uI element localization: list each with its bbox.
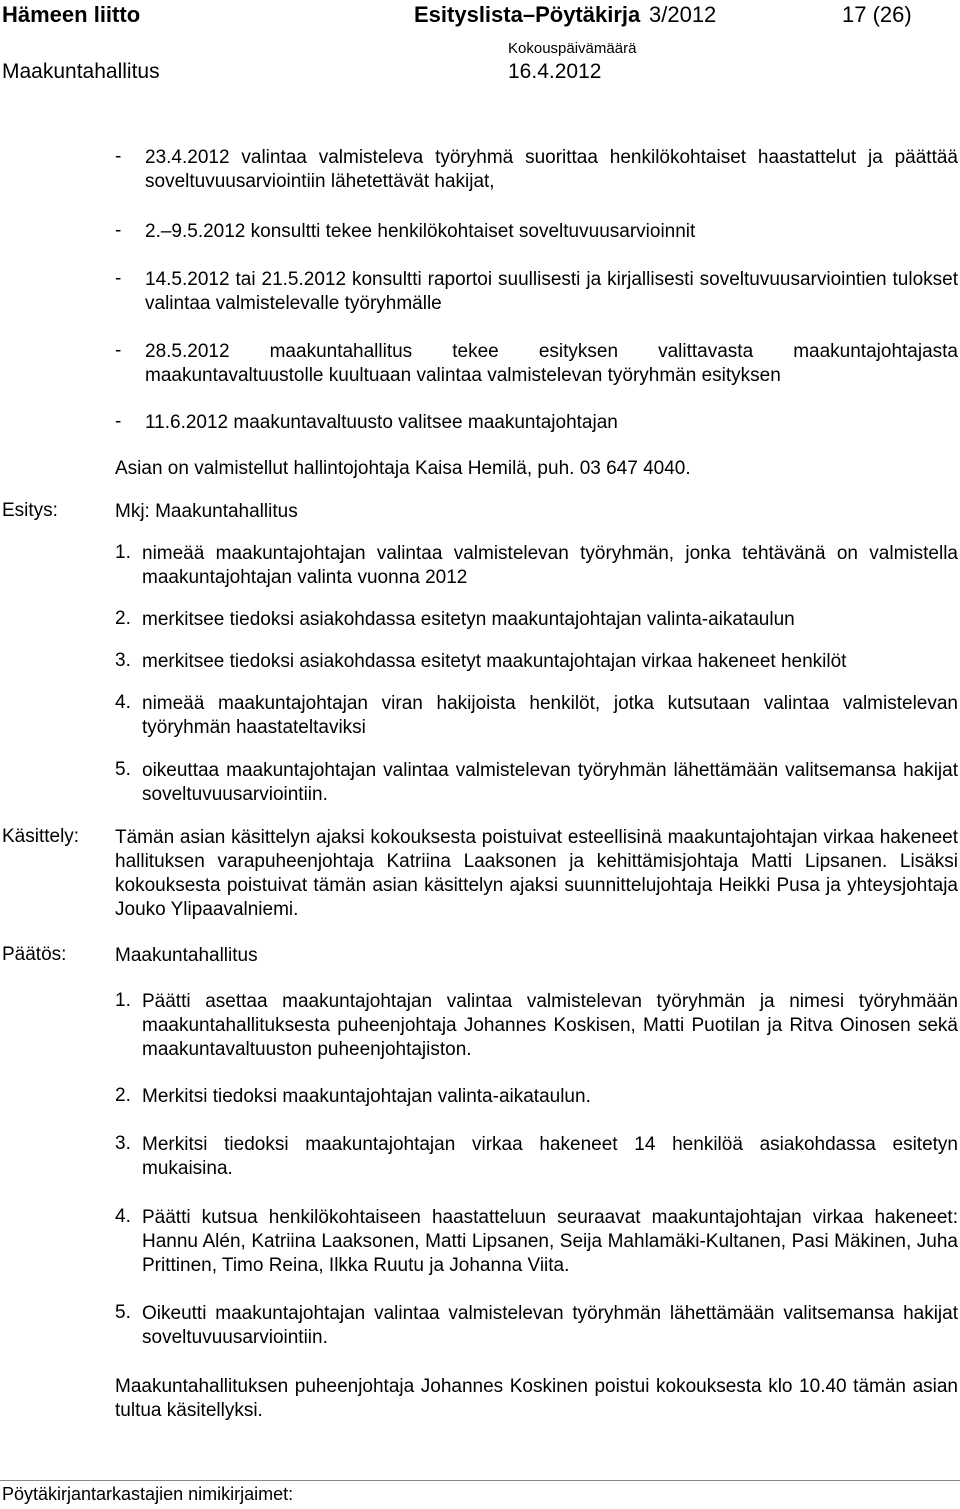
schedule-text: 14.5.2012 tai 21.5.2012 konsultti raportoi suullisesti ja kirjallisesti soveltuvuusarviointien tulokset valintaa valmistelevalle työryhmälle — [145, 269, 958, 314]
dash-marker: - — [115, 268, 122, 289]
governing-body: Maakuntahallitus — [2, 60, 160, 83]
item-number: 2. — [115, 608, 131, 629]
meeting-date: 16.4.2012 — [508, 60, 602, 83]
item-number: 5. — [115, 759, 131, 780]
item-text: nimeää maakuntajohtajan valintaa valmistelevan työryhmän, jonka tehtävänä on valmistella maakuntajohtajan valinta vuonna 2012 — [142, 543, 958, 588]
item-number: 3. — [115, 650, 131, 671]
schedule-text: 28.5.2012 maakuntahallitus tekee esityksen valittavasta maakuntajohtajasta maakuntavaltuustolle kuultuaan valintaa valmistelevan työryhmän esityksen — [145, 341, 958, 386]
schedule-text: 23.4.2012 valintaa valmisteleva työryhmä suorittaa henkilökohtaiset haastattelut ja päättää soveltuvuusarviointiin lähetettävät hakijat, — [145, 147, 958, 192]
item-number: 5. — [115, 1302, 131, 1323]
item-number: 4. — [115, 1206, 131, 1227]
item-number: 4. — [115, 692, 131, 713]
item-number: 1. — [115, 542, 131, 563]
item-text: Päätti asettaa maakuntajohtajan valintaa valmistelevan työryhmän ja nimesi työryhmään maakuntahallituksesta puheenjohtaja Johannes Koskisen, Matti Puotilan ja Ritva Oinosen sekä maakuntavaltuuston puheenjohtajiston. — [142, 991, 958, 1060]
item-text: Päätti kutsua henkilökohtaiseen haastatteluun seuraavat maakuntajohtajan virkaa hakeneet: Hannu Alén, Katriina Laaksonen, Matti Lipsanen, Seija Mahlamäki-Kultanen, Pasi Mäkinen, Juha Prittinen, Timo Reina, Ilkka Ruutu ja Johanna Viita. — [142, 1207, 958, 1276]
meeting-date-label: Kokouspäivämäärä — [508, 40, 637, 57]
item-text: merkitsee tiedoksi asiakohdassa esitetyn maakuntajohtajan valinta-aikataulun — [142, 609, 795, 630]
dash-marker: - — [115, 220, 122, 241]
item-number: 2. — [115, 1085, 131, 1106]
decision-body: Maakuntahallitus — [115, 945, 258, 966]
document-title: Esityslista–Pöytäkirja — [414, 2, 641, 27]
closing-note: Maakuntahallituksen puheenjohtaja Johannes Koskinen poistui kokouksesta klo 10.40 tämän asian tultua käsitellyksi. — [115, 1376, 958, 1421]
dash-marker: - — [115, 146, 122, 167]
item-text: oikeuttaa maakuntajohtajan valintaa valmistelevan työryhmän lähettämään valitsemansa hakijat soveltuvuusarviointiin. — [142, 760, 958, 805]
item-text: Merkitsi tiedoksi maakuntajohtajan valinta-aikataulun. — [142, 1086, 591, 1107]
handling-label: Käsittely: — [2, 826, 80, 847]
item-text: Oikeutti maakuntajohtajan valintaa valmistelevan työryhmän lähettämään valitsemansa hakijat soveltuvuusarviointiin. — [142, 1303, 958, 1348]
item-number: 1. — [115, 990, 131, 1011]
item-text: merkitsee tiedoksi asiakohdassa esitetyt maakuntajohtajan virkaa hakeneet henkilöt — [142, 651, 847, 672]
preparer-contact: Asian on valmistellut hallintojohtaja Kaisa Hemilä, puh. 03 647 4040. — [115, 458, 691, 479]
page-count: 17 (26) — [842, 2, 912, 27]
proposal-label: Esitys: — [2, 500, 58, 521]
schedule-text: 11.6.2012 maakuntavaltuusto valitsee maakuntajohtajan — [145, 412, 618, 433]
proposal-presenter: Mkj: Maakuntahallitus — [115, 501, 298, 522]
handling-text: Tämän asian käsittelyn ajaksi kokouksesta poistuivat esteellisinä maakuntajohtajan virkaa hakeneet hallituksen varapuheenjohtaja Katriina Laaksonen ja kehittämisjohtaja Matti Lipsanen. Lisäksi kokouksesta poistuivat tämän asian käsittelyn ajaksi suunnittelujohtaja Heikki Pusa ja yhteysjohtaja Jouko Ylipaavalniemi. — [115, 827, 958, 920]
schedule-text: 2.–9.5.2012 konsultti tekee henkilökohtaiset soveltuvuusarvioinnit — [145, 221, 696, 242]
reviewer-initials-label: Pöytäkirjantarkastajien nimikirjaimet: — [2, 1484, 294, 1504]
dash-marker: - — [115, 340, 122, 361]
item-number: 3. — [115, 1133, 131, 1154]
footer-divider — [0, 1480, 960, 1481]
item-text: Merkitsi tiedoksi maakuntajohtajan virkaa hakeneet 14 henkilöä asiakohdassa esitetyn mukaisina. — [142, 1134, 958, 1179]
item-text: nimeää maakuntajohtajan viran hakijoista henkilöt, jotka kutsutaan valintaa valmistelevan työryhmän haastateltaviksi — [142, 693, 958, 738]
decision-label: Päätös: — [2, 944, 67, 965]
dash-marker: - — [115, 411, 122, 432]
meeting-number: 3/2012 — [649, 2, 717, 27]
organization-name: Hämeen liitto — [2, 2, 141, 27]
